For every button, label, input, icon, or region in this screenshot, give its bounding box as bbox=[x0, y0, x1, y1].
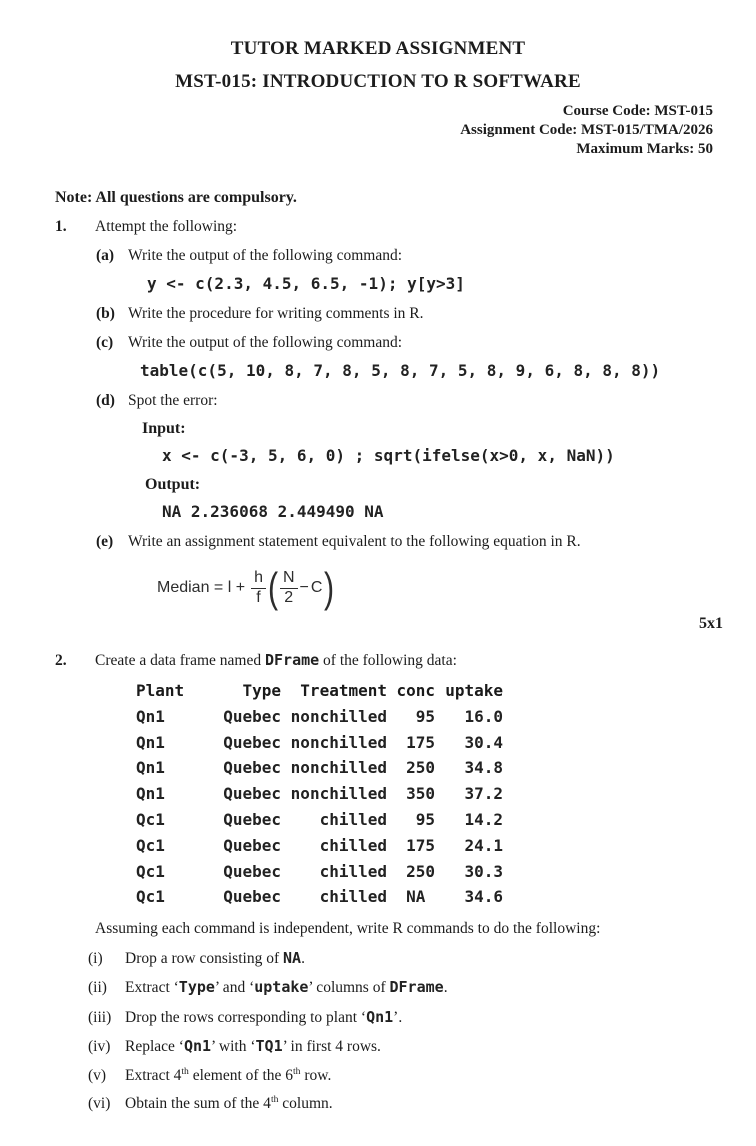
table-header-cell: Plant bbox=[136, 681, 185, 700]
table-row bbox=[136, 807, 503, 833]
item-c-row bbox=[96, 333, 756, 353]
fraction-h-over-f: $\frac{h}{f}$ bbox=[251, 570, 266, 607]
table-cell: 250 bbox=[406, 861, 435, 881]
table-cell: Quebec bbox=[223, 758, 281, 778]
input-label: Input: bbox=[142, 420, 186, 437]
output-label: Output: bbox=[145, 476, 201, 493]
table-cell: Qn1 bbox=[136, 706, 165, 726]
assuming-line: Assuming each command is independent, write R commands to do the following: bbox=[95, 920, 601, 938]
table-row bbox=[136, 833, 503, 859]
table-row bbox=[136, 730, 503, 756]
item-b-text: Write the procedure for writing comments in R. bbox=[128, 305, 424, 322]
table-row bbox=[136, 884, 503, 910]
table-row bbox=[136, 859, 503, 885]
table-cell: 95 bbox=[415, 809, 435, 829]
table-cell: Quebec bbox=[223, 861, 281, 881]
note-line: Note: All questions are compulsory. bbox=[55, 189, 297, 206]
item-d-text: Spot the error: bbox=[128, 392, 218, 409]
item-c-label: (c) bbox=[96, 334, 114, 351]
table-cell: 30.4 bbox=[464, 732, 503, 752]
table-cell: Qn1 bbox=[136, 758, 165, 778]
table-cell: Qn1 bbox=[136, 732, 165, 752]
q2-item-text: Obtain the sum of the 4th column. bbox=[125, 1094, 333, 1113]
table-header-cell: Treatment bbox=[300, 681, 387, 700]
question-1-row bbox=[55, 217, 756, 237]
table-header-cell: Type bbox=[242, 681, 281, 700]
dataframe-table bbox=[136, 678, 503, 910]
item-a-label: (a) bbox=[96, 247, 115, 264]
q2-item-row bbox=[88, 1094, 756, 1114]
table-cell: 175 bbox=[406, 835, 435, 855]
table-cell: Quebec bbox=[223, 809, 281, 829]
table-cell: 14.2 bbox=[464, 809, 503, 829]
formula-term-c: C bbox=[310, 579, 323, 596]
table-cell: Qc1 bbox=[136, 835, 165, 855]
table-row bbox=[136, 781, 503, 807]
table-cell: chilled bbox=[319, 809, 387, 829]
item-d-row bbox=[96, 391, 756, 411]
maximum-marks-line: Maximum Marks: 50 bbox=[576, 141, 713, 157]
table-cell: Qc1 bbox=[136, 861, 165, 881]
item-d-label: (d) bbox=[96, 392, 115, 409]
q2-item-label: (ii) bbox=[88, 979, 107, 997]
table-cell: NA bbox=[406, 887, 435, 907]
table-cell: 24.1 bbox=[464, 835, 503, 855]
q2-item-text: Drop the rows corresponding to plant ‘Qn1’. bbox=[125, 1007, 403, 1026]
fraction-n-over-2: $\frac{N}{2}$ bbox=[280, 570, 298, 607]
q2-item-label: (vi) bbox=[88, 1095, 111, 1113]
question-2-prompt: Create a data frame named DFrame of the following data: bbox=[95, 651, 457, 669]
output-code: NA 2.236068 2.449490 NA bbox=[162, 502, 384, 521]
table-header-cell: conc bbox=[396, 681, 435, 700]
formula-minus: − bbox=[299, 579, 309, 596]
course-title: MST-015: INTRODUCTION TO R SOFTWARE bbox=[175, 71, 581, 92]
table-cell: 250 bbox=[406, 758, 435, 778]
table-cell: 34.6 bbox=[464, 887, 503, 907]
table-cell: Quebec bbox=[223, 784, 281, 804]
course-code-line: Course Code: MST-015 bbox=[562, 103, 713, 119]
marks-5x1: 5x1 bbox=[699, 615, 723, 632]
q2-item-label: (i) bbox=[88, 949, 103, 967]
table-header-cell: uptake bbox=[445, 681, 503, 700]
table-cell: chilled bbox=[319, 835, 387, 855]
q2-item-text: Extract 4th element of the 6th row. bbox=[125, 1065, 332, 1084]
table-cell: chilled bbox=[319, 861, 387, 881]
table-cell: Quebec bbox=[223, 835, 281, 855]
course-meta bbox=[0, 102, 756, 159]
table-cell: 16.0 bbox=[464, 706, 503, 726]
item-e-label: (e) bbox=[96, 533, 114, 550]
table-cell: Quebec bbox=[223, 887, 281, 907]
median-formula bbox=[157, 562, 756, 614]
q2-item-label: (v) bbox=[88, 1066, 107, 1084]
item-e-text: Write an assignment statement equivalent to the following equation in R. bbox=[128, 533, 581, 550]
q2-item-row bbox=[88, 1066, 756, 1086]
q2-item-label: (iii) bbox=[88, 1008, 112, 1026]
table-cell: Qc1 bbox=[136, 809, 165, 829]
q2-item-row bbox=[88, 1036, 756, 1057]
question-2-row bbox=[55, 650, 756, 671]
table-cell: nonchilled bbox=[290, 706, 387, 726]
table-cell: Qc1 bbox=[136, 887, 165, 907]
assignment-code-line: Assignment Code: MST-015/TMA/2026 bbox=[460, 122, 713, 138]
table-cell: Quebec bbox=[223, 706, 281, 726]
table-cell: 30.3 bbox=[464, 861, 503, 881]
q2-item-row bbox=[88, 1007, 756, 1028]
open-paren: ( bbox=[267, 564, 279, 611]
table-cell: 95 bbox=[415, 706, 435, 726]
q2-item-text: Extract ‘Type’ and ‘uptake’ columns of DFrame. bbox=[125, 978, 448, 997]
table-cell: chilled bbox=[319, 887, 387, 907]
item-b-row bbox=[96, 304, 756, 324]
q2-item-text: Replace ‘Qn1’ with ‘TQ1’ in first 4 rows. bbox=[125, 1037, 381, 1056]
table-header-row bbox=[136, 678, 503, 704]
table-row bbox=[136, 704, 503, 730]
table-cell: 37.2 bbox=[464, 784, 503, 804]
table-cell: 34.8 bbox=[464, 758, 503, 778]
table-row bbox=[136, 755, 503, 781]
question-2-number: 2. bbox=[55, 652, 67, 669]
item-a-row bbox=[96, 246, 756, 266]
table-cell: 350 bbox=[406, 784, 435, 804]
q2-item-label: (iv) bbox=[88, 1038, 111, 1056]
table-cell: Quebec bbox=[223, 732, 281, 752]
question-1-number: 1. bbox=[55, 218, 67, 235]
q2-item-row bbox=[88, 977, 756, 998]
formula-prefix: Median = l + bbox=[157, 579, 246, 596]
item-a-text: Write the output of the following command: bbox=[128, 247, 403, 264]
item-e-row bbox=[96, 532, 756, 552]
item-a-code: y <- c(2.3, 4.5, 6.5, -1); y[y>3] bbox=[147, 274, 465, 293]
table-cell: Qn1 bbox=[136, 784, 165, 804]
assignment-title: TUTOR MARKED ASSIGNMENT bbox=[230, 38, 526, 59]
q2-item-text: Drop a row consisting of NA. bbox=[125, 948, 305, 967]
table-cell: nonchilled bbox=[290, 732, 387, 752]
table-cell: nonchilled bbox=[290, 784, 387, 804]
q2-item-row bbox=[88, 948, 756, 969]
input-code: x <- c(-3, 5, 6, 0) ; sqrt(ifelse(x>0, x, NaN)) bbox=[162, 446, 615, 465]
close-paren: ) bbox=[324, 564, 335, 611]
question-1-prompt: Attempt the following: bbox=[95, 218, 238, 235]
item-c-text: Write the output of the following command: bbox=[128, 334, 403, 351]
table-cell: 175 bbox=[406, 732, 435, 752]
table-cell: nonchilled bbox=[290, 758, 387, 778]
item-b-label: (b) bbox=[96, 305, 115, 322]
item-c-code: table(c(5, 10, 8, 7, 8, 5, 8, 7, 5, 8, 9, 6, 8, 8, 8)) bbox=[140, 361, 661, 380]
